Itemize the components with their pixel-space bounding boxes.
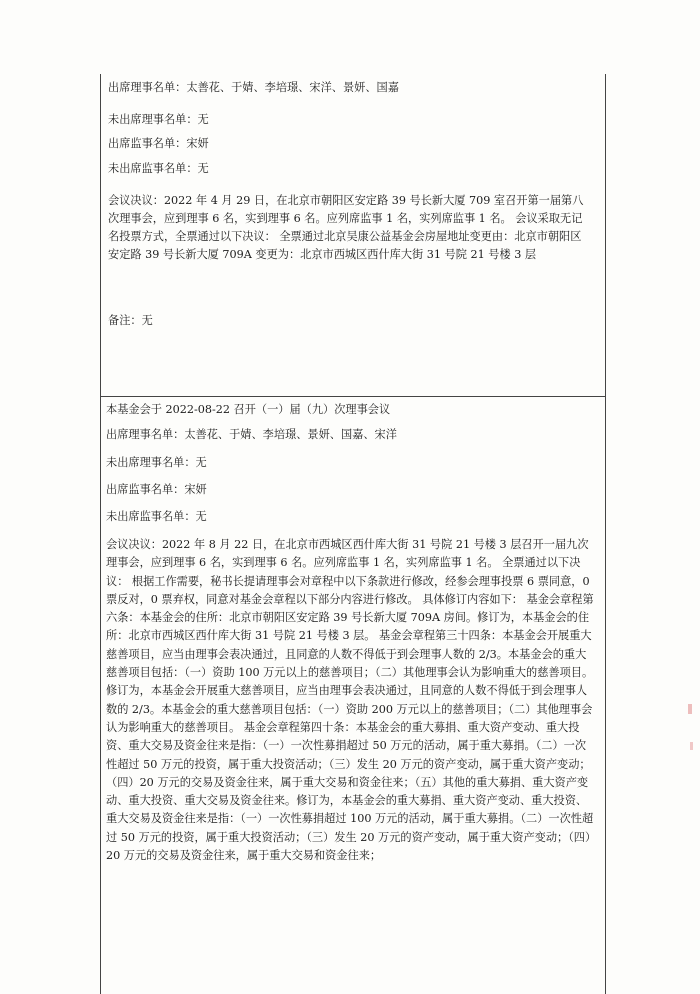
seal-trace <box>688 704 692 714</box>
section1-attending-directors: 出席理事名单：太善花、于婧、李培璟、宋洋、景妍、国嘉 <box>108 81 399 94</box>
section2-attending-directors: 出席理事名单：太善花、于婧、李培璟、景妍、国嘉、宋洋 <box>106 428 397 441</box>
seal-trace <box>690 742 693 750</box>
section1-resolution: 会议决议：2022 年 4 月 29 日，在北京市朝阳区安定路 39 号长新大厦 709 室召开第一届第八次理事会，应到理事 6 名，实到理事 6 名。应列席监事 1 名，实列席监事 1 名。 会议采取无记名投票方式，全票通过以下决议： 全票通过北京吴康公益基金会房屋地址变更由：北京市朝阳区安定路 39 号长新大厦 709A 变更为：北京市西城区西什库大街 31 号院 21 号楼 3 层 <box>108 194 584 261</box>
section1-absent-directors: 未出席理事名单：无 <box>108 113 209 126</box>
section2-absent-supervisors: 未出席监事名单：无 <box>106 510 207 523</box>
section1-absent-supervisors: 未出席监事名单：无 <box>108 162 209 175</box>
section-divider <box>100 396 605 397</box>
section1-remark: 备注：无 <box>108 314 153 327</box>
section2-heading: 本基金会于 2022-08-22 召开（一）届（九）次理事会议 <box>106 403 391 416</box>
section2-absent-directors: 未出席理事名单：无 <box>106 456 207 469</box>
section2-attending-supervisors: 出席监事名单：宋妍 <box>106 483 207 496</box>
section2-resolution: 会议决议：2022 年 8 月 22 日，在北京市西城区西什库大街 31 号院 21 号楼 3 层召开一届九次理事会，应到理事 6 名，实到理事 6 名。应列席监事 1 名，实列席监事 1 名。 全票通过以下决议： 根据工作需要，秘书长提请理事会对章程中以下条款进行修改，经参会理事投票 6 票同意，0 票反对，0 票弃权，同意对基金会章程以下部分内容进行修改。 具体修订内容如下： 基金会章程第六条：本基金会的住所：北京市朝阳区安定路 39 号长新大厦 709A 房间。修订为，本基金会的住所：北京市西城区西什库大街 31 号院 21 号楼 3 层。 基金会章程第三十四条：本基金会开展重大慈善项目，应当由理事会表决通过，且同意的人数不得低于到会理事人数的 2/3。本基金会的重大慈善项目包括：（一）资助 100 万元以上的慈善项目；（二）其他理事会认为影响重大的慈善项目。 修订为，本基金会开展重大慈善项目，应当由理事会表决通过，且同意的人数不得低于到会理事人数的 2/3。本基金会的重大慈善项目包括：（一）资助 200 万元以上的慈善项目；（二）其他理事会认为影响重大的慈善项目。 基金会章程第四十条：本基金会的重大募捐、重大资产变动、重大投资、重大交易及资金往来是指：（一）一次性募捐超过 50 万元的活动，属于重大募捐。（二）一次性超过 50 万元的投资，属于重大投资活动；（三）发生 20 万元的资产变动，属于重大资产变动；（四）20 万元的交易及资金往来，属于重大交易和资金往来；（五）其他的重大募捐、重大资产变动、重大投资、重大交易及资金往来。修订为，本基金会的重大募捐、重大资产变动、重大投资、重大交易及资金往来是指：（一）一次性募捐超过 100 万元的活动，属于重大募捐。（二）一次性超过 50 万元的投资，属于重大投资活动；（三）发生 20 万元的资产变动，属于重大资产变动；（四）20 万元的交易及资金往来，属于重大交易和资金往来； <box>106 538 597 863</box>
section1-attending-supervisors: 出席监事名单：宋妍 <box>108 137 209 150</box>
